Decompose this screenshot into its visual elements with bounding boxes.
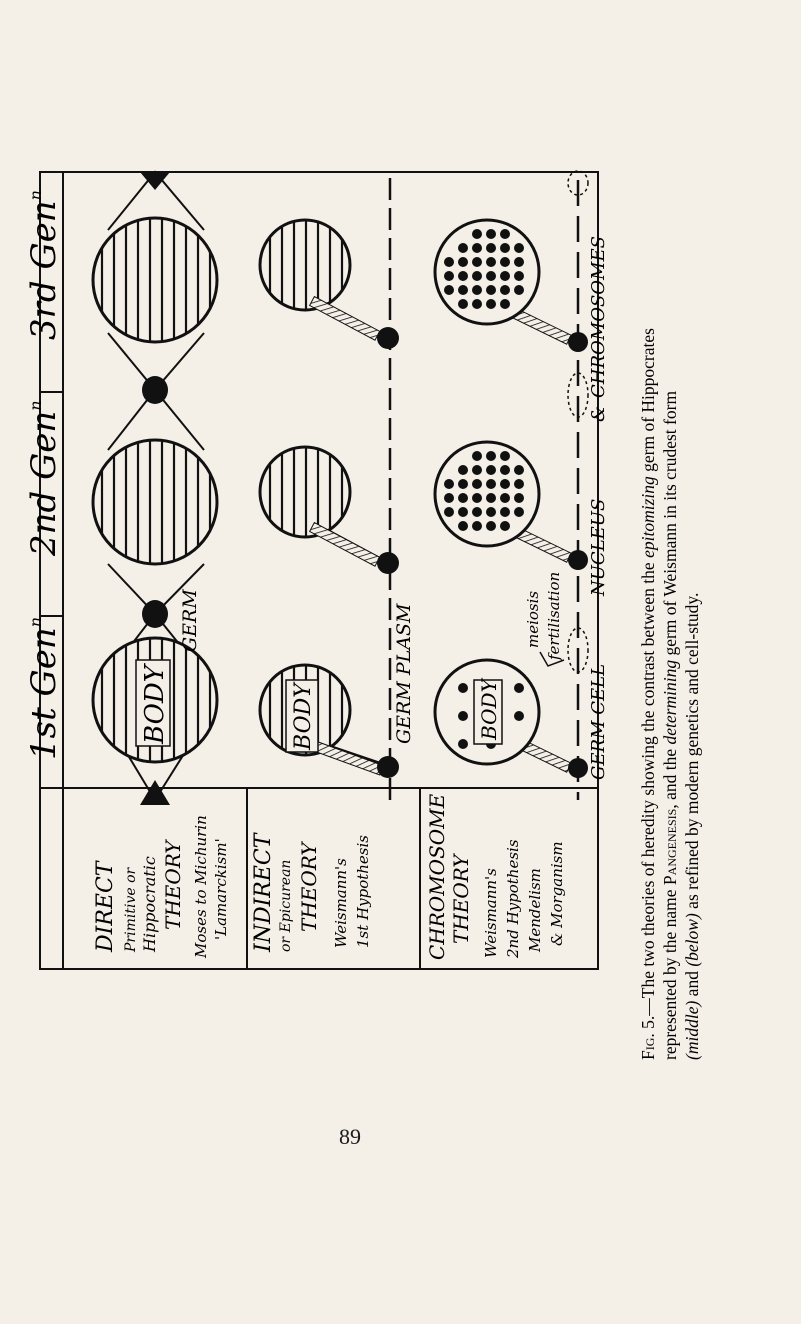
chromosome-dot [458,711,468,721]
chromosome-dot [486,229,496,239]
chromosome-dot [500,271,510,281]
connector-stalk [310,523,380,567]
chromosome-dot [458,683,468,693]
indirect-subtitle-b: THEORY [297,842,321,932]
chromosome-dot [472,271,482,281]
germ-blob [142,600,168,628]
indirect-subtitle-a: or Epicurean [278,859,294,952]
chromosome-dot [500,507,510,517]
chromosome-dot [500,299,510,309]
chromosome-dot [472,493,482,503]
chromosome-dot [486,521,496,531]
chromosome-dot [514,683,524,693]
chromosome-dot [472,285,482,295]
label-body: BODY [291,683,316,750]
chromosome-dot [500,521,510,531]
indirect-note-a: Weismann's [332,858,350,948]
chromosome-dot [472,243,482,253]
chromosome-dot [444,271,454,281]
chromosome-dot [472,479,482,489]
chromosome-dot [486,493,496,503]
germ-dot [377,756,399,778]
header-gen-1: 1st Gen$^n$ [24,616,64,760]
body-circle-gen-2 [260,447,350,537]
chromosome-dot [486,243,496,253]
chromosome-dot [444,479,454,489]
chromosome-note-d: & Morganism [548,841,566,946]
chromosome-dot [514,271,524,281]
chromosome-dot [500,243,510,253]
direct-subtitle-c: THEORY [161,840,185,930]
label-meiosis: meiosis [524,590,542,648]
chromosome-subtitle: THEORY [449,854,473,944]
caption-line-1: Fig. 5.—The two theories of heredity showing the contrast between the epitomizing germ of Hippocrates [638,328,658,1060]
direct-title: DIRECT [93,861,118,952]
chromosome-dot [458,521,468,531]
chromosome-dot [444,507,454,517]
chromosome-dot [514,711,524,721]
chromosome-dot [472,229,482,239]
chromosome-dot [458,285,468,295]
row-label-direct [93,815,230,959]
direct-theory-diagram [93,172,217,805]
page-number: 89 [339,1124,361,1149]
chromosome-dot [514,507,524,517]
chromosome-dot [514,479,524,489]
chromosome-dot [514,465,524,475]
chromosome-dot [500,229,510,239]
caption-line-2: represented by the name Pangenesis, and the determining germ of Weismann in its crudest form [660,390,680,1060]
direct-subtitle-b: Hippocratic [140,856,159,952]
germ-dot [377,552,399,574]
germ-cell [568,332,588,352]
chromosome-dot [514,493,524,503]
label-chromosomes: CHROMOSOMES [588,236,609,398]
label-body: BODY [140,665,170,744]
chromosome-dot [458,739,468,749]
direct-note-b: 'Lamarckism' [212,838,230,940]
chromosome-dot [472,451,482,461]
chromosome-dot [472,465,482,475]
chromosome-dot [444,285,454,295]
chromosome-note-b: 2nd Hypothesis [504,839,522,958]
chromosome-dot [500,285,510,295]
chromosome-dot [514,285,524,295]
chromosome-dot [458,271,468,281]
germ-dot [377,327,399,349]
row-label-chromosome [425,793,566,960]
indirect-theory-diagram [260,178,415,806]
chromosome-dot [458,507,468,517]
direct-subtitle-a: Primitive or [123,867,139,952]
chromosome-dot [444,493,454,503]
germ-blob [142,376,168,404]
indirect-title: INDIRECT [251,833,276,952]
chromosome-dot [500,465,510,475]
chromosome-title: CHROMOSOME [425,793,449,960]
body-circle-gen-2 [93,440,217,564]
connector-stalk [310,740,383,775]
body-circle-gen-3 [260,220,350,310]
label-germ-plasm: GERM PLASM [393,603,415,744]
chromosome-dot [486,479,496,489]
chromosome-dot [500,479,510,489]
chromosome-note-c: Mendelism [526,868,544,952]
chromosome-dot [486,257,496,267]
chromosome-dot [458,465,468,475]
chromosome-dot [458,493,468,503]
chromosome-dot [514,243,524,253]
label-and: & [588,405,609,422]
chromosome-dot [458,479,468,489]
connector-stalk [310,297,380,341]
germ-cell [568,550,588,570]
chromosome-dot [500,451,510,461]
header-gen-3: 3rd Gen$^n$ [24,190,64,340]
chromosome-dot [486,285,496,295]
chromosome-dot [486,299,496,309]
chromosome-dot [444,257,454,267]
body-circle-gen-3 [93,218,217,342]
chromosome-dot [514,257,524,267]
chromosome-dot [458,243,468,253]
germ-blob [140,172,170,190]
chromosome-dot [486,271,496,281]
chromosome-dot [458,299,468,309]
chromosome-dot [472,257,482,267]
chromosome-dot [472,521,482,531]
caption-line-3: (middle) and (below) as refined by modern genetics and cell-study. [682,592,702,1060]
germ-cell [568,758,588,778]
label-body: BODY [477,679,501,740]
chromosome-dot [486,451,496,461]
label-nucleus: NUCLEUS [588,498,609,596]
chromosome-dot [458,257,468,267]
chromosome-note-a: Weismann's [482,868,500,958]
chromosome-theory-diagram [435,171,609,800]
chromosome-dot [500,257,510,267]
indirect-note-b: 1st Hypothesis [354,835,372,948]
chromosome-dot [500,493,510,503]
chromosome-dot [486,507,496,517]
figure-caption [638,328,702,1060]
chromosome-dot [472,299,482,309]
label-germ: GERM [179,589,201,652]
label-fertilisation: fertilisation [545,571,563,660]
direct-note-a: Moses to Michurin [192,815,210,958]
label-germ-cell: GERM CELL [588,663,609,780]
header-gen-2: 2nd Gen$^n$ [24,400,64,556]
chromosome-dot [486,465,496,475]
chromosome-dot [472,507,482,517]
row-label-indirect [251,831,372,953]
